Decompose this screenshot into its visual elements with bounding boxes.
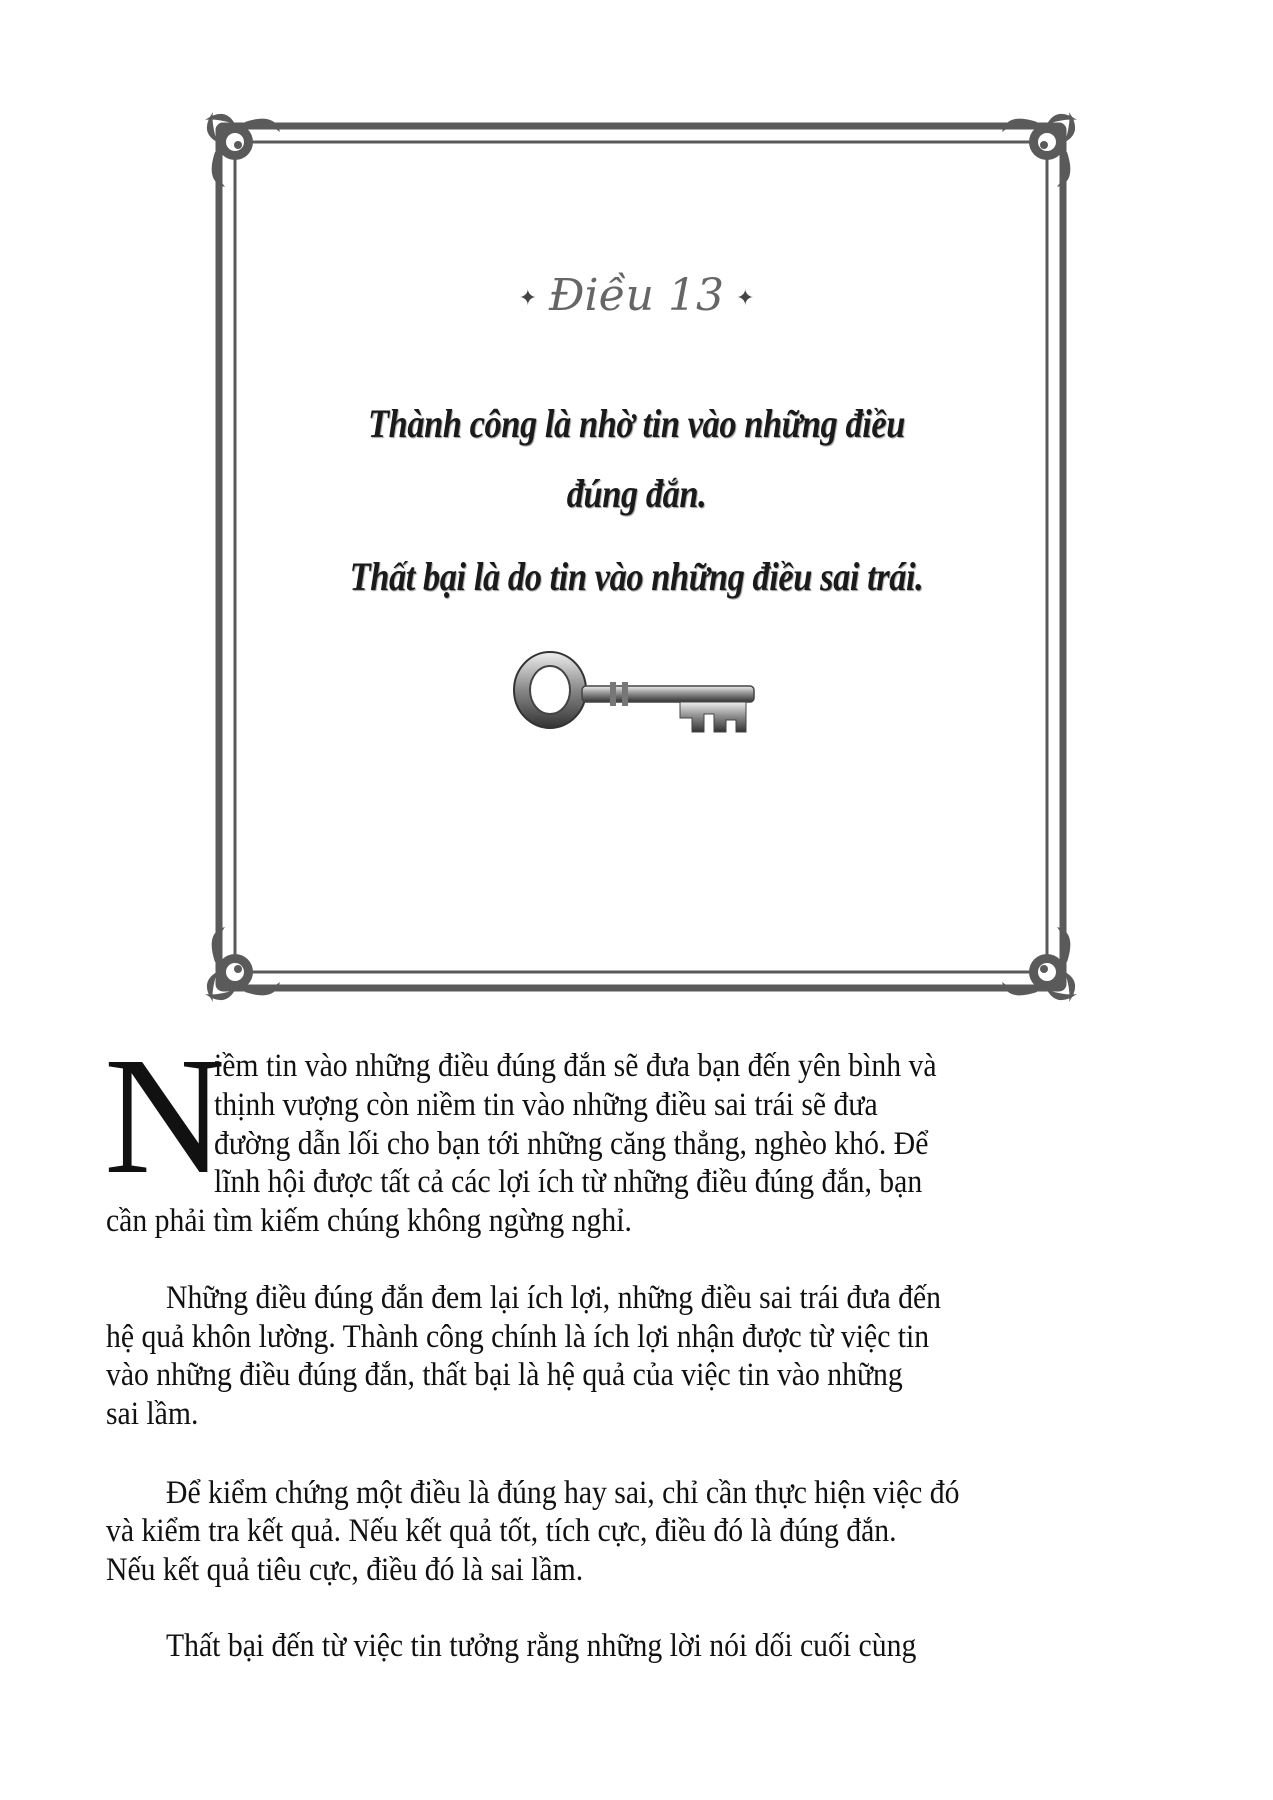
text-line: thịnh vượng còn niềm tin vào những điều sai trái sẽ đưa <box>214 1087 878 1123</box>
text-line: Thất bại đến từ việc tin tưởng rằng những lời nói dối cuối cùng <box>166 1628 917 1664</box>
text-line: Những điều đúng đắn đem lại ích lợi, những điều sai trái đưa đến <box>166 1280 941 1316</box>
text-line: lĩnh hội được tất cả các lợi ích từ những điều đúng đắn, bạn <box>214 1164 923 1200</box>
drop-cap: N <box>104 1023 226 1209</box>
text-line: đường dẫn lối cho bạn tới những căng thẳng, nghèo khó. Để <box>214 1126 929 1162</box>
quote-line: đúng đắn. <box>566 471 707 516</box>
text-line: cần phải tìm kiếm chúng không ngừng nghỉ. <box>106 1203 632 1239</box>
text-line: Nếu kết quả tiêu cực, điều đó là sai lầm. <box>106 1552 584 1588</box>
text-line: vào những điều đúng đắn, thất bại là hệ quả của việc tin vào những <box>106 1357 903 1393</box>
text-line: hệ quả khôn lường. Thành công chính là ích lợi nhận được từ việc tin <box>106 1319 930 1355</box>
diamond-ornament-icon: ✦ <box>518 286 538 311</box>
text-line: Để kiểm chứng một điều là đúng hay sai, chỉ cần thực hiện việc đó <box>166 1475 960 1511</box>
quote-line: Thành công là nhờ tin vào những điều <box>368 401 905 446</box>
text-line: iềm tin vào những điều đúng đắn sẽ đưa bạn đến yên bình và <box>214 1048 937 1084</box>
diamond-ornament-icon: ✦ <box>735 286 755 311</box>
heading-text: Điều 13 <box>549 270 724 321</box>
rule-heading <box>0 270 1273 321</box>
quote-line: Thất bại là do tin vào những điều sai trái. <box>349 554 924 599</box>
text-line: sai lầm. <box>106 1396 199 1432</box>
key-icon <box>510 648 770 748</box>
text-line: và kiểm tra kết quả. Nếu kết quả tốt, tích cực, điều đó là đúng đắn. <box>106 1513 897 1549</box>
